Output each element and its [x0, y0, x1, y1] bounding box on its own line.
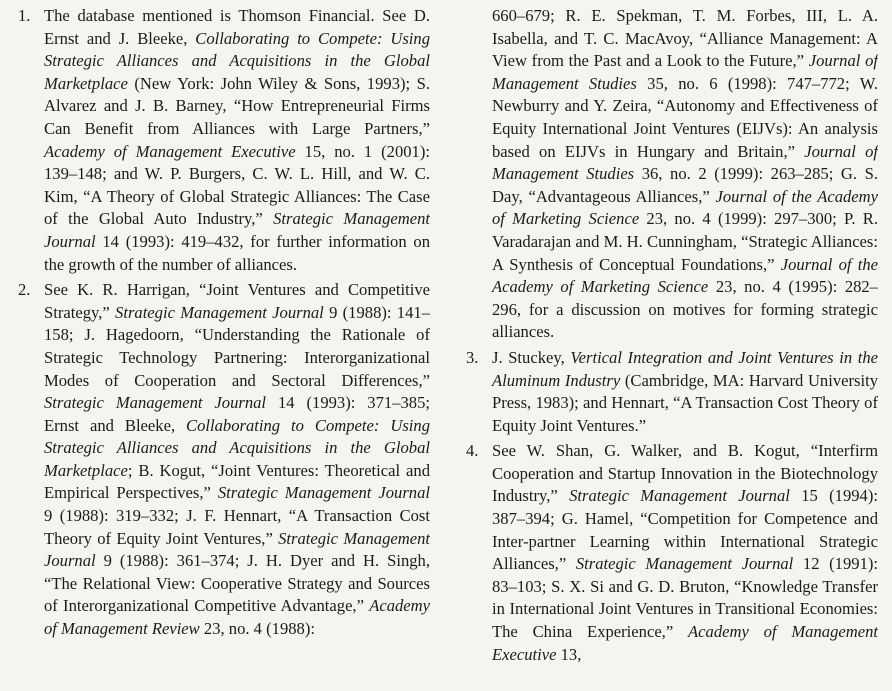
note-text: [492, 347, 878, 437]
italic-text-segment: Vertical Integration and Joint Ventures in the Aluminum Industry: [492, 347, 878, 390]
note-number: 1.: [18, 6, 31, 25]
note-text: [492, 440, 878, 666]
italic-text-segment: Academy of Management Review: [44, 596, 430, 639]
italic-text-segment: Academy of Management Executive: [492, 622, 878, 664]
text-segment: (Cambridge, MA: Harvard University Press, 1983); and Hennart, “A Transaction Cost Theory of Equity Joint Ventures.”: [492, 370, 878, 435]
italic-text-segment: Journal of the Academy of Marketing Science: [492, 186, 878, 229]
reference-note-continuation: [464, 5, 878, 344]
text-segment: 35, no. 6 (1998): 747–772; W. Newburry and Y. Zeira, “Autonomy and Effectiveness of Equity International Joint Ventures (EIJVs): An analysis based on EIJVs in Hungary and Britain,”: [492, 73, 878, 161]
text-segment: 13,: [556, 644, 582, 664]
italic-text-segment: Strategic Management Journal: [575, 554, 794, 574]
text-segment: 23, no. 4 (1999): 297–300; P. R. Varadarajan and M. H. Cunningham, “Strategic Alliances: A Synthesis of Conceptual Foundations,”: [492, 209, 878, 274]
text-segment: See W. Shan, G. Walker, and B. Kogut, “Interfirm Cooperation and Startup Innovation in the Biotechnology Industry,”: [492, 441, 878, 506]
reference-note: [16, 5, 430, 276]
text-segment: ; B. Kogut, “Joint Ventures: Theoretical and Empirical Perspectives,”: [44, 460, 430, 503]
reference-note: [464, 347, 878, 437]
text-segment: 9 (1988): 361–374; J. H. Dyer and H. Singh, “The Relational View: Cooperative Strategy and Sources of Interorganizational Competitive Advantage,”: [44, 551, 430, 616]
italic-text-segment: Journal of the Academy of Marketing Science: [492, 254, 878, 297]
text-segment: See K. R. Harrigan, “Joint Ventures and Competitive Strategy,”: [44, 280, 430, 322]
text-segment: (New York: John Wiley & Sons, 1993); S. Alvarez and J. B. Barney, “How Entrepreneurial Firms Can Benefit from Alliances with Large Partners,”: [44, 73, 430, 138]
text-segment: 14 (1993): 419–432, for further information on the growth of the number of alliances.: [44, 231, 430, 274]
text-segment: 12 (1991): 83–103; S. X. Si and G. D. Bruton, “Knowledge Transfer in International Joint Ventures in Transitional Economies: The China Experience,”: [492, 554, 878, 642]
italic-text-segment: Journal of Management Studies: [492, 141, 878, 184]
italic-text-segment: Strategic Management Journal: [115, 302, 324, 322]
notes-columns: [16, 5, 878, 691]
note-number: [464, 5, 492, 344]
note-text: [44, 279, 430, 641]
left-column: [16, 5, 430, 691]
italic-text-segment: Academy of Management Executive: [44, 141, 296, 161]
text-segment: The database mentioned is Thomson Financial. See D. Ernst and J. Bleeke,: [44, 6, 430, 48]
reference-note: [16, 279, 430, 641]
note-number: 3.: [466, 347, 479, 367]
italic-text-segment: Strategic Management Journal: [44, 528, 430, 571]
text-segment: 15 (1994): 387–394; G. Hamel, “Competition for Competence and Inter-partner Learning within International Strategic Alliances,”: [492, 486, 878, 574]
text-segment: 9 (1988): 141–158; J. Hagedoorn, “Understanding the Rationale of Strategic Technology Partnering: Interorganizational Modes of Cooperation and Sectoral Differences,”: [44, 302, 430, 390]
right-column: [464, 5, 878, 691]
text-segment: 9 (1988): 319–332; J. F. Hennart, “A Transaction Cost Theory of Equity Joint Ventures,”: [44, 506, 430, 548]
italic-text-segment: Strategic Management Journal: [44, 393, 267, 413]
note-text: [44, 5, 430, 276]
italic-text-segment: Strategic Management Journal: [217, 483, 430, 503]
note-number: 4.: [466, 441, 479, 461]
text-segment: 23, no. 4 (1995): 282–296, for a discussion on motives for forming strategic alliances.: [492, 277, 878, 342]
text-segment: 36, no. 2 (1999): 263–285; G. S. Day, “Advantageous Alliances,”: [492, 164, 878, 206]
text-segment: 23, no. 4 (1988):: [199, 619, 315, 639]
text-segment: J. Stuckey,: [492, 347, 571, 367]
text-segment: 660–679; R. E. Spekman, T. M. Forbes, III, L. A. Isabella, and T. C. MacAvoy, “Alliance Management: A View from the Past and a Look to the Future,”: [492, 6, 878, 71]
text-segment: 15, no. 1 (2001): 139–148; and W. P. Burgers, C. W. L. Hill, and W. C. Kim, “A Theory of Global Strategic Alliances: The Case of the Global Auto Industry,”: [44, 141, 430, 229]
italic-text-segment: Collaborating to Compete: Using Strategic Alliances and Acquisitions in the Global Marketplace: [44, 415, 430, 480]
note-text: [492, 5, 878, 344]
italic-text-segment: Strategic Management Journal: [569, 486, 790, 506]
reference-note: [464, 440, 878, 666]
italic-text-segment: Strategic Management Journal: [44, 209, 430, 251]
italic-text-segment: Journal of Management Studies: [492, 51, 878, 93]
note-number: 2.: [18, 280, 31, 300]
text-segment: 14 (1993): 371–385; Ernst and Bleeke,: [44, 393, 430, 435]
italic-text-segment: Collaborating to Compete: Using Strategic Alliances and Acquisitions in the Global Marketplace: [44, 28, 430, 93]
